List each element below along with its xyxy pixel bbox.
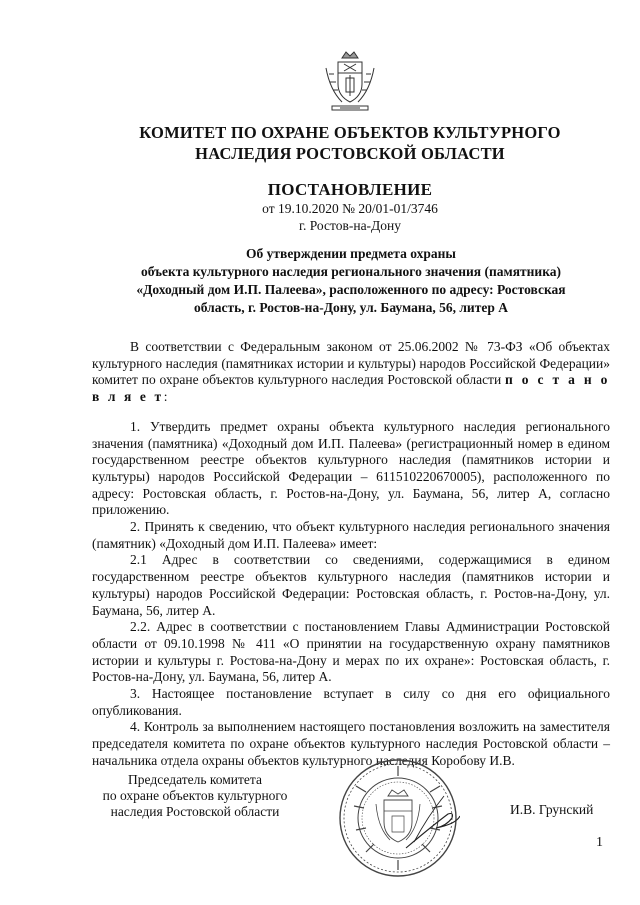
clause-3: 3. Настоящее постановление вступает в силу со дня его официального опубликования. [92,686,610,718]
subject-line-3: «Доходный дом И.П. Палеева», расположенного по адресу: Ростовская [136,282,566,297]
resolves-colon: : [163,389,168,405]
subject-line-1: Об утверждении предмета охраны [246,246,456,261]
clause-2-1: 2.1 Адрес в соответствии со сведениями, содержащимися в едином государственном реестре объектов культурного наследия (памятников истории и культуры) народов Российской Федерации: Ростовская область, г. Ростов-на-Дону, ул. Баумана, 56, литер А. [92,552,610,618]
document-type: ПОСТАНОВЛЕНИЕ [267,180,433,199]
organization-title-line-1: КОМИТЕТ ПО ОХРАНЕ ОБЪЕКТОВ КУЛЬТУРНОГО [139,123,561,142]
clause-2: 2. Принять к сведению, что объект культурного наследия регионального значения (памятник) «Доходный дом И.П. Палеева» имеет: [92,519,610,551]
signatory-position-line-1: Председатель комитета [128,772,262,787]
clause-4: 4. Контроль за выполнением настоящего постановления возложить на заместителя председателя комитета по охране объектов культурного наследия Ростовской области – начальника отдела охраны объектов культурного наследия Коробову И.В. [92,719,610,768]
organization-title [80,122,620,164]
signatory-position-line-2: по охране объектов культурного [102,788,288,803]
organization-title-line-2: НАСЛЕДИЯ РОСТОВСКОЙ ОБЛАСТИ [195,144,505,163]
preamble-text: В соответствии с Федеральным законом от 25.06.2002 № 73-ФЗ «Об объектах культурного наследия (памятниках истории и культуры) народов Российской Федерации» комитет по охране объектов культурного наследия Ростовской области [92,339,610,388]
signatory-position [80,772,310,820]
document-subject [92,245,610,317]
document-date-number: от 19.10.2020 № 20/01-01/3746 [262,201,438,216]
clause-2-2: 2.2. Адрес в соответствии с постановлением Главы Администрации Ростовской области от 09.10.1998 № 411 «О принятии на государственную охрану памятников истории и культуры г. Ростова-на-Дону и мерах по их охране»: Ростовская область, г. Ростов-на-Дону, ул. Баумана, 56, литер А. [92,619,610,685]
subject-line-2: объекта культурного наследия регионального значения (памятника) [140,264,562,279]
rostov-coat-of-arms-icon [322,50,378,112]
document-city: г. Ростов-на-Дону [298,218,401,233]
page-number: 1 [596,835,603,850]
signatory-position-line-3: наследия Ростовской области [110,804,280,819]
subject-line-4: область, г. Ростов-на-Дону, ул. Баумана, 56, литер А [194,300,508,315]
document-body [92,339,610,770]
preamble-paragraph [92,339,610,406]
official-seal-icon [336,756,460,880]
resolves-word: п о с т а н о в л я е т [92,372,610,405]
clause-1: 1. Утвердить предмет охраны объекта культурного наследия регионального значения (памятника) «Доходный дом И.П. Палеева» (регистрационный номер в едином государственном реестре объектов культурного наследия (памятников истории и культуры) народов Российской Федерации – 611510220670005), расположенного по адресу: Ростовская область, г. Ростов-на-Дону, ул. Баумана, 56, литер А, согласно приложению. [92,418,610,518]
signatory-name: И.В. Грунский [510,802,594,817]
